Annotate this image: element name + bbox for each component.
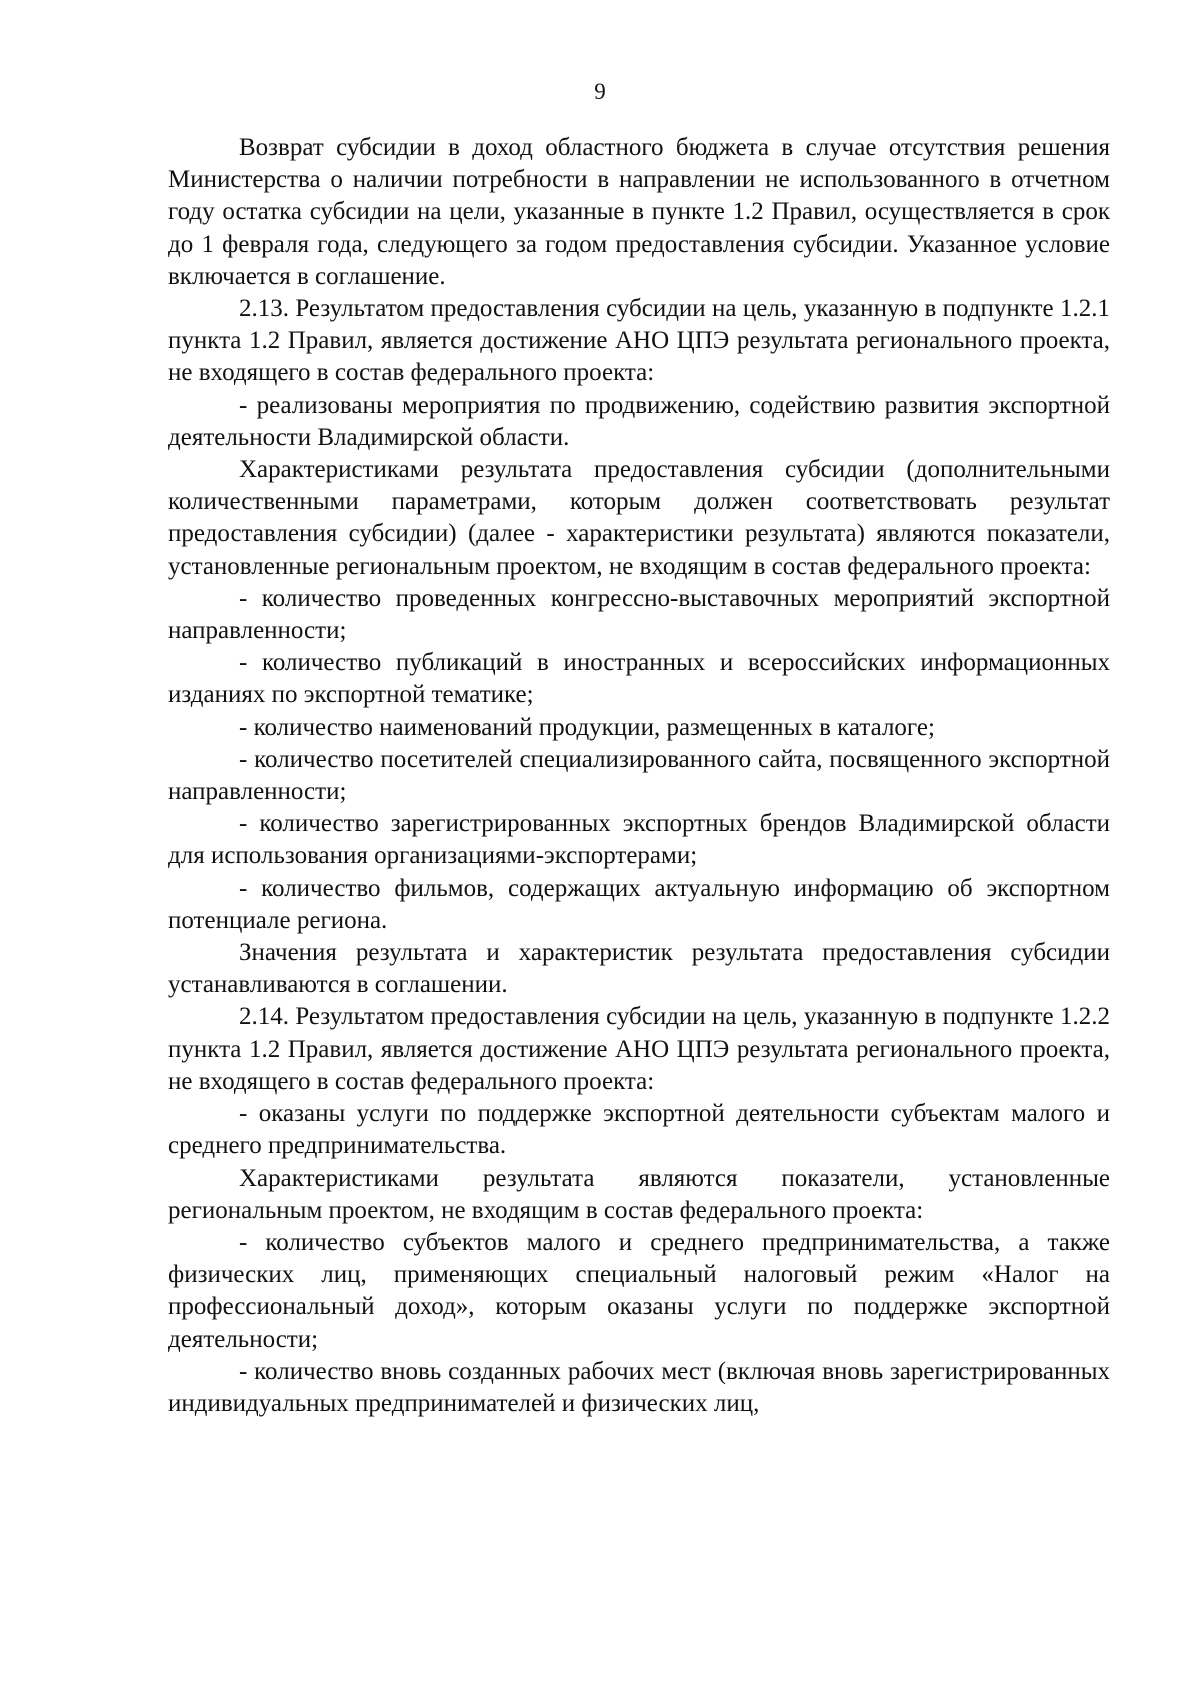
- list-item: - количество публикаций в иностранных и всероссийских информационных изданиях по экспортной тематике;: [168, 649, 1110, 709]
- page-number: 9: [594, 79, 606, 104]
- list-item: - реализованы мероприятия по продвижению, содействию развития экспортной деятельности Владимирской области.: [168, 391, 1110, 451]
- list-item: - количество проведенных конгрессно-выставочных мероприятий экспортной направленности;: [168, 584, 1110, 645]
- list-item: - количество наименований продукции, размещенных в каталоге;: [239, 713, 935, 741]
- paragraph-characteristics-2: Характеристиками результата являются показатели, установленные региональным проектом, не входящим в состав федерального проекта:: [168, 1164, 1110, 1224]
- list-item: - количество вновь созданных рабочих мест (включая вновь зарегистрированных индивидуальных предпринимателей и физических лиц,: [168, 1357, 1110, 1417]
- paragraph-2-14: 2.14. Результатом предоставления субсидии на цель, указанную в подпункте 1.2.2 пункта 1.2 Правил, является достижение АНО ЦПЭ результата регионального проекта, не входящего в состав федерального проекта:: [168, 1003, 1110, 1095]
- list-item: - количество посетителей специализированного сайта, посвященного экспортной направленности;: [168, 745, 1110, 806]
- paragraph-characteristics: Характеристиками результата предоставления субсидии (дополнительными количественными параметрами, которым должен соответствовать результат предоставления субсидии) (далее - характеристики результата) являются показатели, установленные региональным проектом, не входящим в состав федерального проекта:: [168, 456, 1110, 580]
- paragraph-subsidy-return: Возврат субсидии в доход областного бюджета в случае отсутствия решения Министерства о наличии потребности в направлении не использованного в отчетном году остатка субсидии на цели, указанные в пункте 1.2 Правил, осуществляется в срок до 1 февраля года, следующего за годом предоставления субсидии. Указанное условие включается в соглашение.: [168, 134, 1110, 290]
- list-item: - оказаны услуги по поддержке экспортной деятельности субъектам малого и среднего предпринимательства.: [168, 1100, 1110, 1160]
- paragraph-2-13: 2.13. Результатом предоставления субсидии на цель, указанную в подпункте 1.2.1 пункта 1.2 Правил, является достижение АНО ЦПЭ результата регионального проекта, не входящего в состав федерального проекта:: [168, 295, 1110, 387]
- list-item: - количество субъектов малого и среднего предпринимательства, а также физических лиц, применяющих специальный налоговый режим «Налог на профессиональный доход», которым оказаны услуги по поддержке экспортной деятельности;: [168, 1228, 1110, 1353]
- list-item: - количество фильмов, содержащих актуальную информацию об экспортном потенциале региона.: [168, 874, 1110, 934]
- paragraph-values: Значения результата и характеристик результата предоставления субсидии устанавливаются в соглашении.: [168, 939, 1110, 999]
- document-body: [168, 132, 1110, 1420]
- list-item: - количество зарегистрированных экспортных брендов Владимирской области для использования организациями-экспортерами;: [168, 810, 1110, 870]
